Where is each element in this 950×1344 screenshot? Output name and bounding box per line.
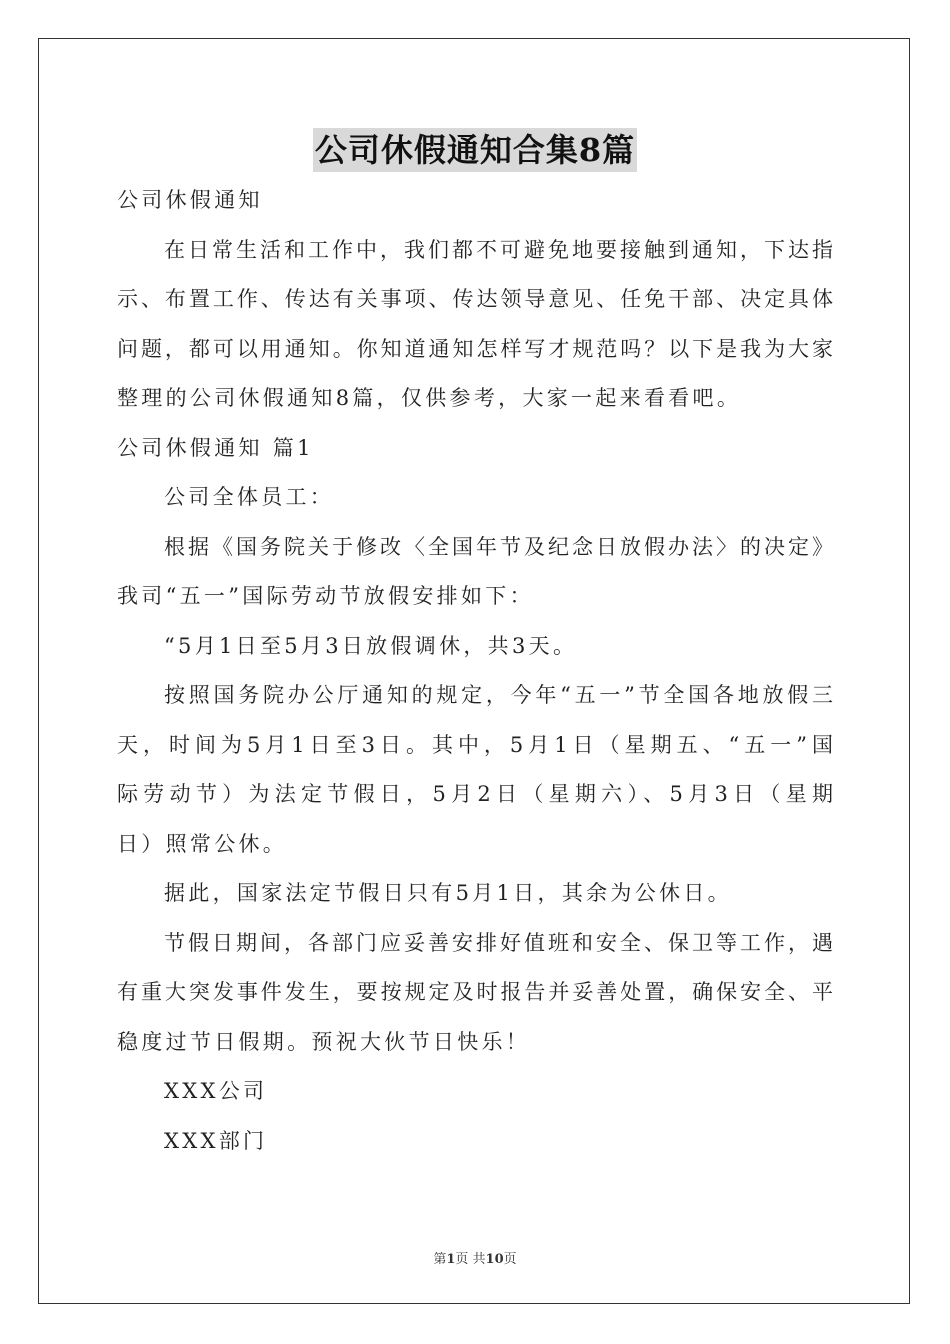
paragraph-line: 节假日期间，各部门应妥善安排好值班和安全、保卫等工作，遇 (164, 930, 833, 955)
salutation: 公司全体员工： (164, 485, 335, 509)
page-number-suffix: 页 (503, 1252, 517, 1267)
document-body (117, 176, 833, 1166)
paragraph-line: “5月1日至5月3日放假调休，共3天。 (164, 633, 578, 658)
page-number-total: 10 (485, 1252, 504, 1267)
paragraph-line: 际劳动节）为法定节假日，5月2日（星期六）、5月3日（星期 (117, 782, 833, 806)
paragraph-line: 有重大突发事件发生，要按规定及时报告并妥善处置，确保安全、平 (117, 980, 833, 1004)
paragraph-line: 根据《国务院关于修改〈全国年节及纪念日放假办法〉的决定》 (164, 534, 833, 559)
signature-department: XXX部门 (164, 1128, 268, 1153)
page-number-current: 1 (446, 1252, 456, 1267)
paragraph-line: 稳度过节日假期。预祝大伙节日快乐！ (117, 1029, 531, 1054)
paragraph-line: 我司“五一”国际劳动节放假安排如下： (117, 584, 534, 608)
paragraph-line: 在日常生活和工作中，我们都不可避免地要接触到通知，下达指 (164, 237, 833, 262)
paragraph-line: 问题，都可以用通知。你知道通知怎样写才规范吗？以下是我为大家 (117, 336, 833, 361)
paragraph-line: 示、布置工作、传达有关事项、传达领导意见、任免干部、决定具体 (117, 287, 833, 311)
page-number-prefix: 第 (433, 1252, 447, 1267)
paragraph-line: 日）照常公休。 (117, 831, 288, 856)
section-heading: 公司休假通知 篇1 (117, 435, 314, 460)
paragraph-line: 按照国务院办公厅通知的规定，今年“五一”节全国各地放假三 (164, 683, 833, 707)
signature-company: XXX公司 (164, 1079, 268, 1103)
page-number-mid: 页 共 (455, 1252, 486, 1267)
document-title: 公司休假通知合集8篇 (313, 128, 637, 172)
page-footer (0, 1248, 950, 1267)
paragraph-line: 据此，国家法定节假日只有5月1日，其余为公休日。 (164, 881, 732, 905)
section-heading: 公司休假通知 (117, 188, 263, 212)
paragraph-line: 天，时间为5月1日至3日。其中，5月1日（星期五、“五一”国 (117, 732, 833, 757)
title-container (0, 128, 950, 172)
paragraph-line: 整理的公司休假通知8篇，仅供参考，大家一起来看看吧。 (117, 386, 742, 410)
